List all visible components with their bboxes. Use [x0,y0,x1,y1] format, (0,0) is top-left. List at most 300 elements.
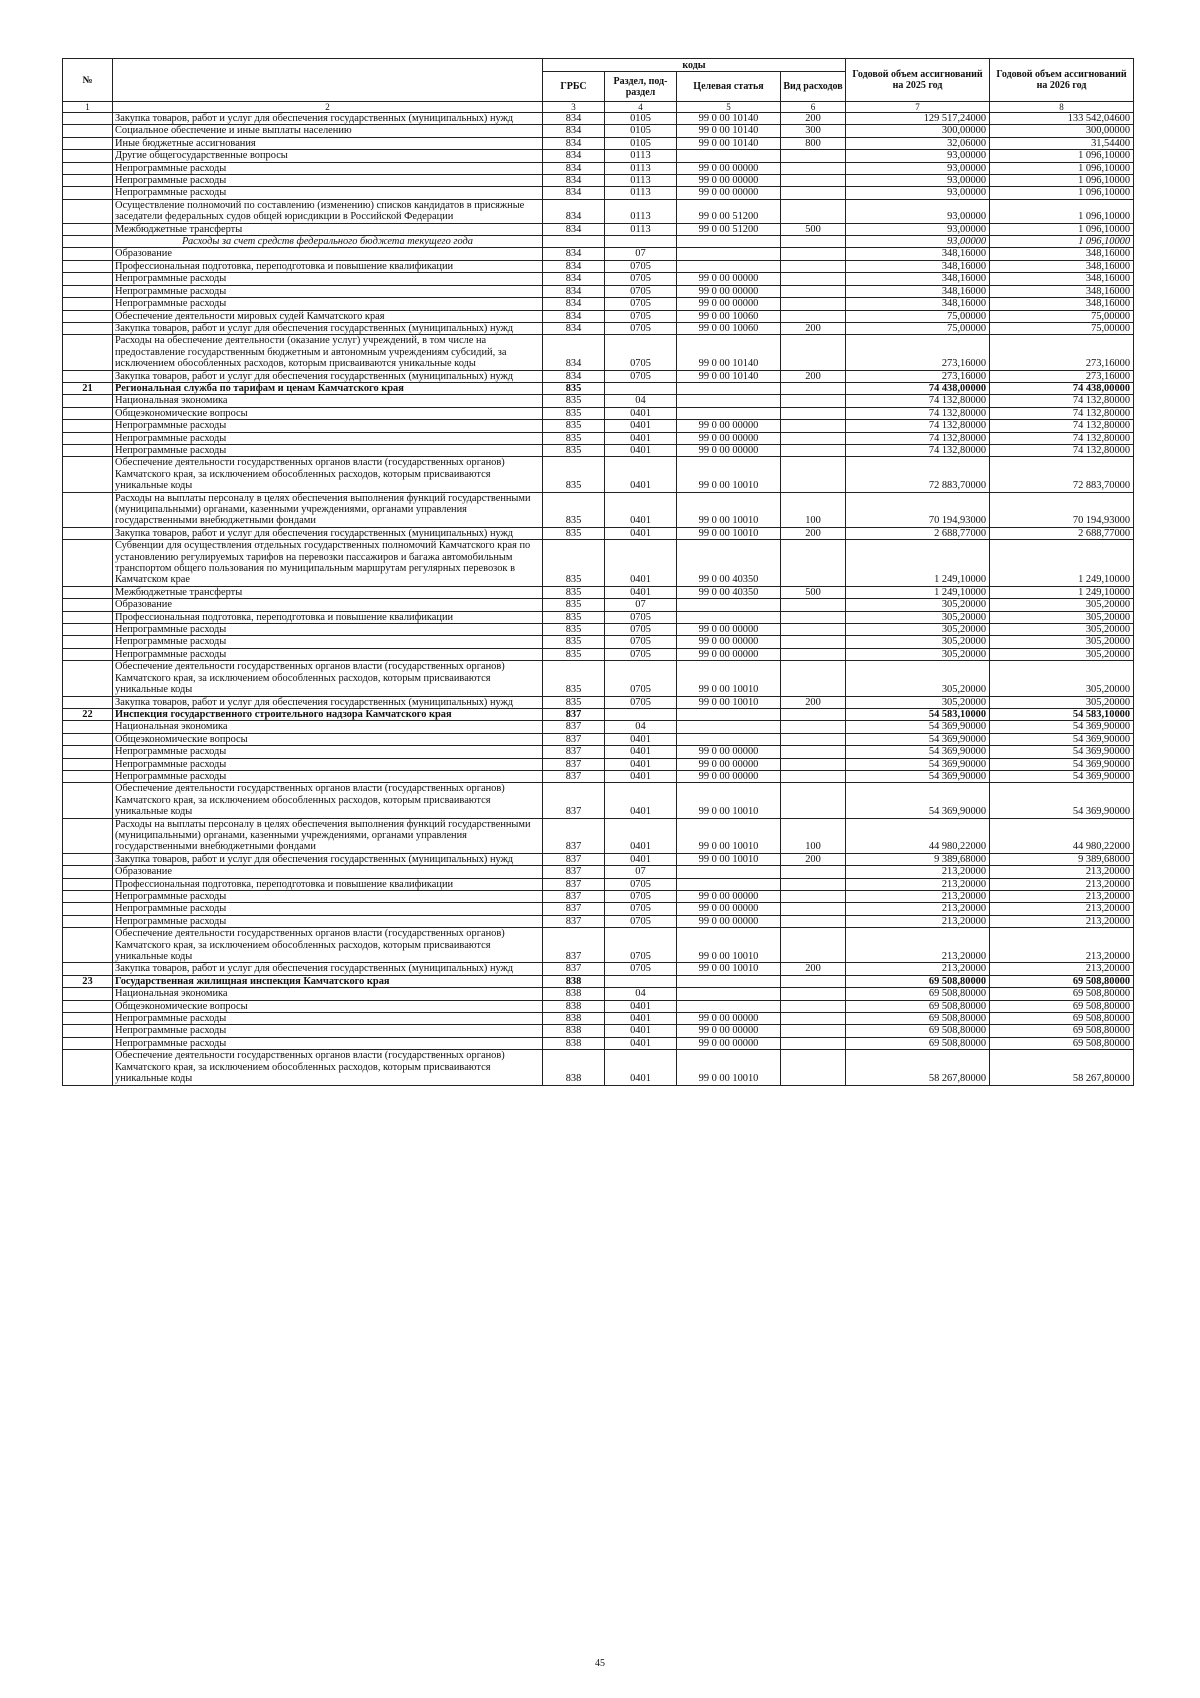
table-row [63,624,1134,636]
row-name: Закупка товаров, работ и услуг для обеспечения государственных (муниципальных) нужд [113,322,543,334]
table-row [63,223,1134,235]
row-expense-kind [781,187,846,199]
row-expense-kind: 100 [781,818,846,853]
row-expense-kind [781,382,846,394]
row-number [63,928,113,963]
row-target-item: 99 0 00 00000 [677,1013,781,1025]
row-amount-2026: 1 096,10000 [990,223,1134,235]
row-expense-kind [781,175,846,187]
table-row [63,708,1134,720]
row-name: Расходы на обеспечение деятельности (оказание услуг) учреждений, в том числе на предоставление государственным бюджетным и автономным учреждениям субсидий, за исключением обособленных расходов, которым присваиваются уникальные коды [113,335,543,370]
row-amount-2026: 69 508,80000 [990,1025,1134,1037]
row-number [63,199,113,223]
row-name: Расходы на выплаты персоналу в целях обеспечения выполнения функций государственными (муниципальными) органами, казенными учреждениями, органами управления государственными внебюджетными фондами [113,818,543,853]
row-amount-2026: 69 508,80000 [990,1037,1134,1049]
row-target-item: 99 0 00 10010 [677,853,781,865]
row-name: Региональная служба по тарифам и ценам Камчатского края [113,382,543,394]
row-expense-kind [781,903,846,915]
row-expense-kind [781,866,846,878]
row-number [63,444,113,456]
table-row [63,661,1134,696]
row-target-item [677,248,781,260]
row-amount-2026: 74 438,00000 [990,382,1134,394]
row-expense-kind [781,611,846,623]
table-row [63,611,1134,623]
row-section-code: 0401 [605,527,677,539]
row-expense-kind: 200 [781,963,846,975]
row-amount-2026: 348,16000 [990,260,1134,272]
row-name: Иные бюджетные ассигнования [113,137,543,149]
table-row [63,853,1134,865]
row-section-code: 0113 [605,187,677,199]
header-allocation-2025: Годовой объем ассигнований на 2025 год [846,59,990,102]
row-number [63,1050,113,1085]
row-expense-kind [781,1000,846,1012]
row-number [63,758,113,770]
row-amount-2025: 305,20000 [846,624,990,636]
row-amount-2026: 54 369,90000 [990,746,1134,758]
row-name: Обеспечение деятельности государственных органов власти (государственных органов) Камчатского края, за исключением обособленных расходов, которым присваиваются уникальные коды [113,457,543,492]
row-target-item: 99 0 00 40350 [677,586,781,598]
row-grbs-code: 834 [543,113,605,125]
row-section-code: 0705 [605,611,677,623]
row-name: Непрограммные расходы [113,1037,543,1049]
table-row [63,599,1134,611]
row-number [63,432,113,444]
table-row [63,988,1134,1000]
row-number [63,492,113,527]
table-row [63,150,1134,162]
table-row [63,878,1134,890]
row-grbs-code: 835 [543,611,605,623]
table-row [63,1025,1134,1037]
row-target-item: 99 0 00 00000 [677,903,781,915]
row-section-code: 0401 [605,1000,677,1012]
row-grbs-code: 837 [543,708,605,720]
row-amount-2025: 69 508,80000 [846,988,990,1000]
row-name: Образование [113,248,543,260]
row-amount-2026: 305,20000 [990,624,1134,636]
row-grbs-code: 837 [543,733,605,745]
row-section-code: 0401 [605,733,677,745]
row-grbs-code: 834 [543,125,605,137]
row-target-item [677,988,781,1000]
row-grbs-code: 837 [543,746,605,758]
row-name: Непрограммные расходы [113,444,543,456]
row-amount-2025: 74 132,80000 [846,395,990,407]
row-section-code: 0401 [605,1025,677,1037]
row-grbs-code: 835 [543,492,605,527]
row-section-code: 0705 [605,891,677,903]
row-number [63,661,113,696]
row-amount-2025: 93,00000 [846,187,990,199]
row-section-code: 0705 [605,310,677,322]
row-expense-kind [781,915,846,927]
row-amount-2026: 348,16000 [990,273,1134,285]
row-amount-2026: 1 096,10000 [990,175,1134,187]
table-row [63,783,1134,818]
row-amount-2026: 348,16000 [990,248,1134,260]
row-expense-kind [781,150,846,162]
row-expense-kind [781,236,846,248]
row-grbs-code: 838 [543,1000,605,1012]
row-grbs-code: 834 [543,162,605,174]
table-row [63,420,1134,432]
row-amount-2025: 74 132,80000 [846,407,990,419]
row-amount-2026: 305,20000 [990,648,1134,660]
row-target-item [677,150,781,162]
row-section-code: 0401 [605,1013,677,1025]
row-amount-2026: 74 132,80000 [990,407,1134,419]
row-expense-kind: 100 [781,492,846,527]
row-number [63,903,113,915]
row-amount-2025: 213,20000 [846,891,990,903]
row-name: Межбюджетные трансферты [113,223,543,235]
table-row [63,1013,1134,1025]
row-number [63,891,113,903]
row-target-item: 99 0 00 51200 [677,199,781,223]
row-number [63,335,113,370]
row-amount-2025: 305,20000 [846,636,990,648]
row-section-code: 04 [605,721,677,733]
row-number: 22 [63,708,113,720]
row-target-item: 99 0 00 10010 [677,1050,781,1085]
table-row [63,636,1134,648]
row-name: Закупка товаров, работ и услуг для обеспечения государственных (муниципальных) нужд [113,113,543,125]
table-row [63,187,1134,199]
row-grbs-code: 835 [543,599,605,611]
table-row [63,370,1134,382]
row-number [63,175,113,187]
row-target-item: 99 0 00 10010 [677,818,781,853]
row-section-code [605,708,677,720]
row-amount-2025: 54 583,10000 [846,708,990,720]
row-section-code: 0401 [605,853,677,865]
row-grbs-code: 838 [543,975,605,987]
table-row [63,586,1134,598]
row-target-item: 99 0 00 10010 [677,457,781,492]
row-name: Непрограммные расходы [113,1013,543,1025]
table-row [63,432,1134,444]
row-amount-2025: 75,00000 [846,310,990,322]
row-expense-kind [781,432,846,444]
row-number [63,223,113,235]
row-name: Непрограммные расходы [113,1025,543,1037]
header-expense-kind: Вид расходов [781,72,846,102]
row-section-code: 0105 [605,125,677,137]
row-name: Непрограммные расходы [113,285,543,297]
row-section-code: 0401 [605,457,677,492]
column-number: 4 [605,102,677,113]
row-expense-kind [781,624,846,636]
table-row [63,540,1134,587]
table-row [63,963,1134,975]
row-name: Национальная экономика [113,721,543,733]
column-number: 7 [846,102,990,113]
row-grbs-code: 835 [543,444,605,456]
row-section-code: 0705 [605,696,677,708]
row-target-item: 99 0 00 10010 [677,527,781,539]
row-expense-kind: 500 [781,586,846,598]
table-row [63,125,1134,137]
row-grbs-code: 837 [543,963,605,975]
column-number: 3 [543,102,605,113]
row-expense-kind [781,758,846,770]
row-name: Непрограммные расходы [113,420,543,432]
column-number: 1 [63,102,113,113]
row-name: Профессиональная подготовка, переподготовка и повышение квалификации [113,878,543,890]
row-target-item: 99 0 00 10140 [677,335,781,370]
row-target-item: 99 0 00 10140 [677,137,781,149]
row-section-code: 0113 [605,199,677,223]
row-name: Непрограммные расходы [113,770,543,782]
row-amount-2025: 305,20000 [846,648,990,660]
row-section-code: 0705 [605,260,677,272]
row-name: Социальное обеспечение и иные выплаты населению [113,125,543,137]
row-amount-2026: 1 096,10000 [990,199,1134,223]
row-number [63,599,113,611]
row-amount-2026: 305,20000 [990,636,1134,648]
row-number [63,407,113,419]
table-row [63,335,1134,370]
header-section: Раздел, под-раздел [605,72,677,102]
row-expense-kind [781,975,846,987]
row-amount-2026: 70 194,93000 [990,492,1134,527]
row-section-code: 0401 [605,540,677,587]
page-number: 45 [595,1658,605,1669]
row-grbs-code: 834 [543,370,605,382]
row-expense-kind [781,285,846,297]
row-name: Образование [113,599,543,611]
row-number [63,420,113,432]
row-amount-2026: 133 542,04600 [990,113,1134,125]
table-row [63,175,1134,187]
row-grbs-code: 837 [543,928,605,963]
row-name: Обеспечение деятельности мировых судей Камчатского края [113,310,543,322]
row-amount-2026: 1 096,10000 [990,162,1134,174]
row-amount-2025: 69 508,80000 [846,1013,990,1025]
row-expense-kind: 200 [781,527,846,539]
row-number [63,370,113,382]
row-number [63,624,113,636]
row-number [63,187,113,199]
row-name: Непрограммные расходы [113,187,543,199]
column-number: 5 [677,102,781,113]
header-number: № [63,59,113,102]
row-name: Непрограммные расходы [113,273,543,285]
table-row [63,298,1134,310]
row-grbs-code: 834 [543,248,605,260]
row-amount-2026: 213,20000 [990,878,1134,890]
table-row [63,382,1134,394]
row-name: Инспекция государственного строительного надзора Камчатского края [113,708,543,720]
row-name: Другие общегосударственные вопросы [113,150,543,162]
row-section-code: 0705 [605,335,677,370]
table-row [63,162,1134,174]
row-amount-2025: 1 249,10000 [846,586,990,598]
budget-table-container [62,58,1133,1086]
row-expense-kind [781,746,846,758]
row-amount-2025: 213,20000 [846,903,990,915]
row-expense-kind [781,721,846,733]
row-expense-kind: 500 [781,223,846,235]
header-allocation-2026: Годовой объем ассигнований на 2026 год [990,59,1134,102]
table-row [63,866,1134,878]
row-grbs-code: 834 [543,310,605,322]
row-target-item: 99 0 00 00000 [677,636,781,648]
row-target-item [677,236,781,248]
row-amount-2026: 348,16000 [990,285,1134,297]
row-target-item: 99 0 00 00000 [677,162,781,174]
table-row [63,758,1134,770]
row-amount-2025: 348,16000 [846,285,990,297]
table-row [63,492,1134,527]
row-amount-2026: 305,20000 [990,611,1134,623]
row-expense-kind: 200 [781,370,846,382]
row-number [63,1000,113,1012]
row-amount-2025: 32,06000 [846,137,990,149]
row-amount-2025: 54 369,90000 [846,721,990,733]
row-expense-kind [781,310,846,322]
row-target-item [677,878,781,890]
row-section-code: 0113 [605,223,677,235]
row-target-item: 99 0 00 00000 [677,746,781,758]
row-number [63,721,113,733]
row-grbs-code: 834 [543,175,605,187]
row-amount-2026: 75,00000 [990,310,1134,322]
table-row [63,1050,1134,1085]
table-row [63,407,1134,419]
row-name: Обеспечение деятельности государственных органов власти (государственных органов) Камчатского края, за исключением обособленных расходов, которым присваиваются уникальные коды [113,783,543,818]
table-row [63,746,1134,758]
row-target-item: 99 0 00 10060 [677,322,781,334]
row-expense-kind [781,928,846,963]
row-amount-2026: 305,20000 [990,599,1134,611]
row-number [63,733,113,745]
row-target-item: 99 0 00 10140 [677,125,781,137]
row-grbs-code: 837 [543,878,605,890]
row-section-code: 0705 [605,370,677,382]
row-amount-2026: 273,16000 [990,335,1134,370]
row-amount-2025: 9 389,68000 [846,853,990,865]
row-grbs-code: 835 [543,586,605,598]
row-section-code: 07 [605,248,677,260]
row-target-item: 99 0 00 00000 [677,285,781,297]
row-grbs-code: 834 [543,285,605,297]
row-expense-kind [781,335,846,370]
table-row [63,137,1134,149]
row-grbs-code: 835 [543,432,605,444]
row-expense-kind [781,599,846,611]
row-number [63,285,113,297]
row-grbs-code: 837 [543,721,605,733]
row-amount-2026: 1 249,10000 [990,586,1134,598]
row-amount-2025: 69 508,80000 [846,1000,990,1012]
row-grbs-code: 834 [543,150,605,162]
row-amount-2025: 75,00000 [846,322,990,334]
row-expense-kind [781,636,846,648]
row-amount-2026: 54 583,10000 [990,708,1134,720]
row-section-code: 0401 [605,770,677,782]
row-number [63,298,113,310]
table-row [63,928,1134,963]
row-amount-2025: 70 194,93000 [846,492,990,527]
row-grbs-code: 834 [543,199,605,223]
row-grbs-code: 834 [543,298,605,310]
row-target-item: 99 0 00 10140 [677,370,781,382]
row-amount-2026: 74 132,80000 [990,444,1134,456]
row-amount-2025: 93,00000 [846,199,990,223]
row-grbs-code [543,236,605,248]
row-section-code [605,382,677,394]
row-target-item: 99 0 00 00000 [677,770,781,782]
row-section-code: 0705 [605,928,677,963]
row-expense-kind [781,733,846,745]
row-amount-2026: 54 369,90000 [990,783,1134,818]
row-target-item: 99 0 00 00000 [677,1025,781,1037]
row-name: Непрограммные расходы [113,903,543,915]
row-section-code [605,236,677,248]
row-expense-kind [781,770,846,782]
row-section-code: 0113 [605,162,677,174]
table-row [63,248,1134,260]
row-amount-2026: 74 132,80000 [990,420,1134,432]
row-amount-2026: 72 883,70000 [990,457,1134,492]
table-row [63,260,1134,272]
row-target-item: 99 0 00 00000 [677,420,781,432]
row-grbs-code: 837 [543,903,605,915]
row-number [63,150,113,162]
row-section-code: 07 [605,866,677,878]
row-expense-kind [781,248,846,260]
row-grbs-code: 837 [543,853,605,865]
column-number: 8 [990,102,1134,113]
row-target-item: 99 0 00 00000 [677,175,781,187]
table-row [63,733,1134,745]
row-expense-kind: 800 [781,137,846,149]
row-target-item: 99 0 00 00000 [677,915,781,927]
row-amount-2026: 213,20000 [990,963,1134,975]
row-grbs-code: 835 [543,540,605,587]
row-number [63,322,113,334]
row-number [63,783,113,818]
row-target-item [677,733,781,745]
row-amount-2026: 9 389,68000 [990,853,1134,865]
row-expense-kind [781,708,846,720]
row-amount-2026: 54 369,90000 [990,721,1134,733]
row-section-code: 0113 [605,175,677,187]
row-expense-kind [781,783,846,818]
row-expense-kind [781,988,846,1000]
header-name [113,59,543,102]
row-grbs-code: 837 [543,866,605,878]
row-name: Профессиональная подготовка, переподготовка и повышение квалификации [113,260,543,272]
row-name: Непрограммные расходы [113,758,543,770]
row-amount-2025: 72 883,70000 [846,457,990,492]
row-name: Осуществление полномочий по составлению (изменению) списков кандидатов в присяжные заседатели федеральных судов общей юрисдикции в Российской Федерации [113,199,543,223]
row-target-item [677,395,781,407]
row-grbs-code: 835 [543,457,605,492]
row-grbs-code: 835 [543,696,605,708]
header-codes: коды [543,59,846,72]
row-grbs-code: 835 [543,624,605,636]
table-row [63,915,1134,927]
row-name: Непрограммные расходы [113,624,543,636]
row-amount-2026: 31,54400 [990,137,1134,149]
row-number [63,866,113,878]
row-target-item: 99 0 00 00000 [677,187,781,199]
row-amount-2026: 348,16000 [990,298,1134,310]
